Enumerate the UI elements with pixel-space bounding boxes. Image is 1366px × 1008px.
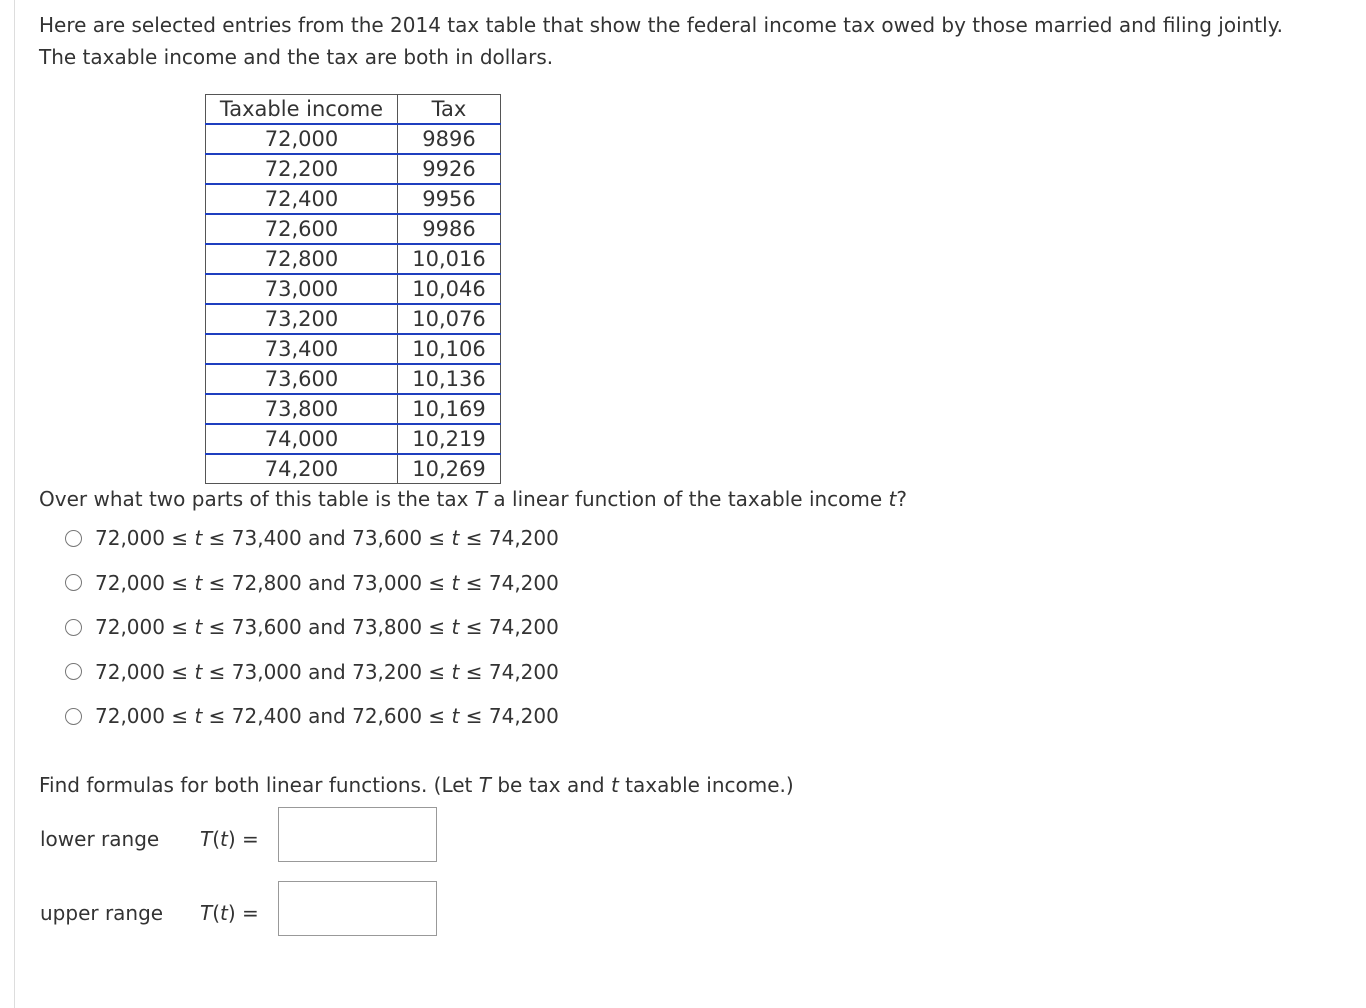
income-cell: 73,800	[206, 394, 398, 424]
question-var-T: T	[474, 487, 488, 511]
option-var-t: t	[451, 704, 460, 729]
option-3[interactable]	[65, 605, 559, 650]
income-cell: 73,200	[206, 304, 398, 334]
table-row	[206, 154, 501, 184]
tax-cell: 10,106	[398, 334, 501, 364]
lower-range-label: lower range	[40, 827, 160, 851]
answer-options	[65, 516, 559, 739]
tax-cell: 10,046	[398, 274, 501, 304]
table-row	[206, 334, 501, 364]
find-suffix: taxable income.)	[618, 773, 794, 797]
option-text-part: 72,000 ≤	[95, 659, 195, 684]
question-prefix: Over what two parts of this table is the tax	[39, 487, 475, 511]
content-left-border	[14, 0, 15, 1008]
income-cell: 72,400	[206, 184, 398, 214]
option-text-part: ≤ 74,200	[459, 659, 559, 684]
income-cell: 73,000	[206, 274, 398, 304]
fn-t: t	[220, 901, 228, 925]
table-row	[206, 364, 501, 394]
fn-open: (	[212, 901, 221, 925]
option-5[interactable]	[65, 694, 559, 739]
table-row	[206, 304, 501, 334]
table-row	[206, 424, 501, 454]
table-row	[206, 274, 501, 304]
option-var-t: t	[451, 526, 460, 551]
tax-cell: 9986	[398, 214, 501, 244]
table-row	[206, 214, 501, 244]
option-text-part: 72,000 ≤	[95, 615, 195, 640]
tax-cell: 10,076	[398, 304, 501, 334]
income-cell: 72,000	[206, 124, 398, 154]
tax-cell: 10,169	[398, 394, 501, 424]
upper-range-label: upper range	[40, 901, 164, 925]
header-taxable-income: Taxable income	[206, 95, 398, 125]
question-middle: a linear function of the taxable income	[487, 487, 889, 511]
option-text-part: ≤ 73,600 and 73,800 ≤	[202, 615, 452, 640]
table-row	[206, 454, 501, 484]
find-formulas-text	[39, 770, 794, 800]
table-row	[206, 244, 501, 274]
option-1-label[interactable]	[95, 523, 559, 553]
option-text-part: ≤ 74,200	[459, 570, 559, 595]
tax-cell: 9896	[398, 124, 501, 154]
find-var-T: T	[478, 773, 491, 797]
find-middle: be tax and	[490, 773, 611, 797]
fn-T: T	[200, 901, 213, 925]
option-text-part: ≤ 74,200	[459, 526, 559, 551]
fn-close-equals: ) =	[227, 901, 259, 925]
radio-button-icon[interactable]	[65, 619, 82, 636]
option-text-part: 72,000 ≤	[95, 704, 195, 729]
problem-intro	[39, 9, 1349, 73]
option-4-label[interactable]	[95, 657, 559, 687]
table-row	[206, 124, 501, 154]
option-text-part: ≤ 74,200	[459, 615, 559, 640]
question-text	[39, 484, 907, 514]
intro-line-1: Here are selected entries from the 2014 tax table that show the federal income tax owed by those married and filing jointly.	[39, 13, 1284, 37]
income-cell: 73,600	[206, 364, 398, 394]
lower-function-label	[200, 824, 259, 854]
lower-range-answer-input[interactable]	[278, 807, 437, 862]
tax-cell: 10,219	[398, 424, 501, 454]
option-var-t: t	[194, 526, 203, 551]
question-var-t: t	[888, 487, 897, 511]
tax-cell: 10,136	[398, 364, 501, 394]
option-text-part: ≤ 72,400 and 72,600 ≤	[202, 704, 452, 729]
option-4[interactable]	[65, 650, 559, 695]
find-var-t: t	[610, 773, 619, 797]
table-row	[206, 184, 501, 214]
option-var-t: t	[194, 570, 203, 595]
header-tax: Tax	[398, 95, 501, 125]
option-var-t: t	[451, 570, 460, 595]
option-3-label[interactable]	[95, 612, 559, 642]
radio-button-icon[interactable]	[65, 574, 82, 591]
option-text-part: ≤ 74,200	[459, 704, 559, 729]
tax-cell: 9956	[398, 184, 501, 214]
radio-button-icon[interactable]	[65, 708, 82, 725]
table-row	[206, 394, 501, 424]
intro-line-2: The taxable income and the tax are both in dollars.	[39, 45, 554, 69]
upper-function-label	[200, 898, 259, 928]
option-5-label[interactable]	[95, 701, 559, 731]
option-var-t: t	[451, 615, 460, 640]
option-1[interactable]	[65, 516, 559, 561]
income-cell: 74,000	[206, 424, 398, 454]
tax-cell: 9926	[398, 154, 501, 184]
fn-T: T	[200, 827, 213, 851]
income-cell: 72,600	[206, 214, 398, 244]
income-cell: 72,800	[206, 244, 398, 274]
tax-cell: 10,016	[398, 244, 501, 274]
fn-t: t	[220, 827, 228, 851]
tax-cell: 10,269	[398, 454, 501, 484]
upper-range-answer-input[interactable]	[278, 881, 437, 936]
income-cell: 74,200	[206, 454, 398, 484]
option-var-t: t	[194, 615, 203, 640]
option-var-t: t	[451, 659, 460, 684]
fn-close-equals: ) =	[227, 827, 259, 851]
table-header-row	[206, 95, 501, 125]
option-2[interactable]	[65, 561, 559, 606]
option-text-part: 72,000 ≤	[95, 570, 195, 595]
option-text-part: ≤ 72,800 and 73,000 ≤	[202, 570, 452, 595]
fn-open: (	[212, 827, 221, 851]
option-text-part: ≤ 73,000 and 73,200 ≤	[202, 659, 452, 684]
option-var-t: t	[194, 704, 203, 729]
income-cell: 73,400	[206, 334, 398, 364]
question-suffix: ?	[896, 487, 908, 511]
income-cell: 72,200	[206, 154, 398, 184]
radio-button-icon[interactable]	[65, 663, 82, 680]
option-text-part: ≤ 73,400 and 73,600 ≤	[202, 526, 452, 551]
option-text-part: 72,000 ≤	[95, 526, 195, 551]
find-prefix: Find formulas for both linear functions. (Let	[39, 773, 479, 797]
option-2-label[interactable]	[95, 568, 559, 598]
tax-table	[205, 94, 501, 484]
option-var-t: t	[194, 659, 203, 684]
radio-button-icon[interactable]	[65, 530, 82, 547]
